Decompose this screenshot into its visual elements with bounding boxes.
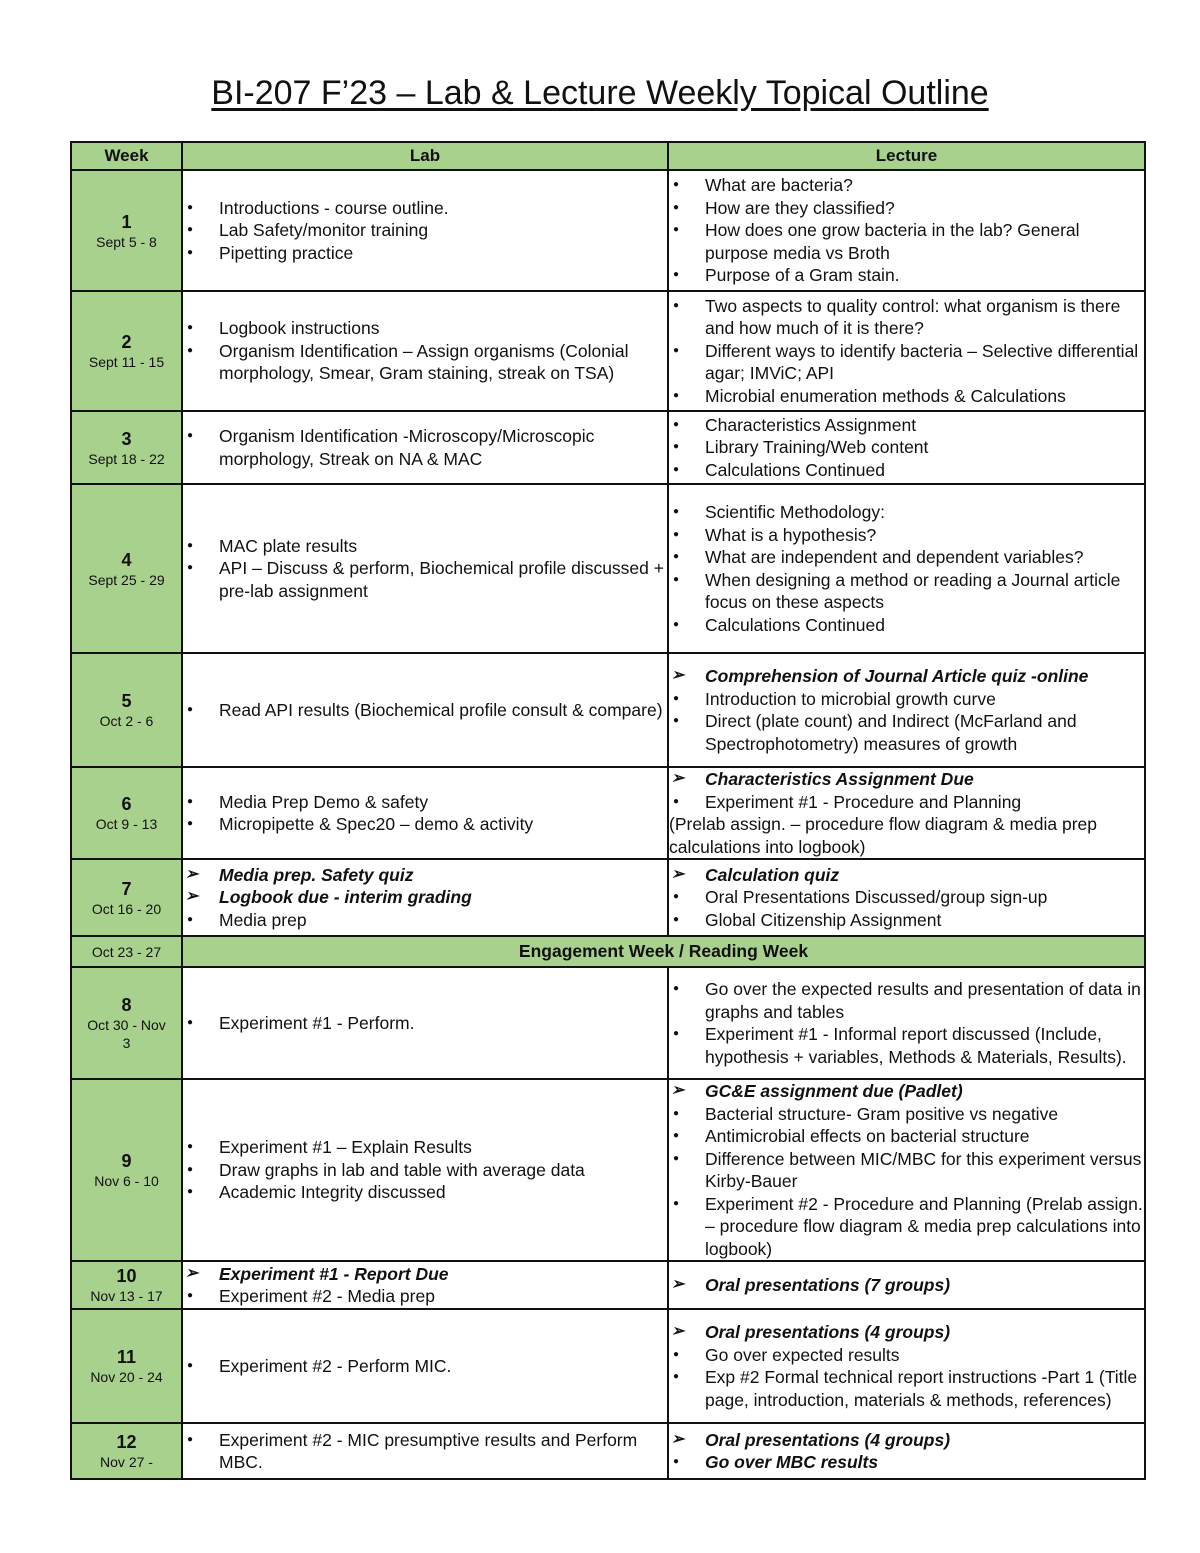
lecture-item: ● Scientific Methodology: bbox=[669, 501, 1144, 524]
lecture-item: ➢ Calculation quiz bbox=[669, 864, 1144, 887]
lecture-cell bbox=[668, 1423, 1145, 1479]
lecture-list bbox=[669, 864, 1144, 932]
lecture-item: ● Library Training/Web content bbox=[669, 436, 1144, 459]
lab-cell bbox=[182, 1423, 668, 1479]
lab-cell bbox=[182, 170, 668, 291]
lab-cell bbox=[182, 1309, 668, 1423]
lab-item: ● Experiment #1 – Explain Results bbox=[183, 1136, 667, 1159]
lecture-item: ● Antimicrobial effects on bacterial structure bbox=[669, 1125, 1144, 1148]
lecture-list bbox=[669, 501, 1144, 636]
lecture-item: ● Two aspects to quality control: what organism is there and how much of it is there? bbox=[669, 295, 1144, 340]
lecture-item: ● Purpose of a Gram stain. bbox=[669, 264, 1144, 287]
week-row bbox=[71, 170, 1145, 291]
week-row bbox=[71, 1423, 1145, 1479]
lab-list bbox=[183, 1263, 667, 1308]
lab-cell bbox=[182, 967, 668, 1079]
lecture-list bbox=[669, 665, 1144, 755]
lab-list bbox=[183, 425, 667, 470]
lecture-item: ● Exp #2 Formal technical report instructions -Part 1 (Title page, introduction, materials & methods, references) bbox=[669, 1366, 1144, 1411]
lecture-item: ● What are bacteria? bbox=[669, 174, 1144, 197]
lecture-item: ● Calculations Continued bbox=[669, 459, 1144, 482]
lab-list bbox=[183, 1355, 667, 1378]
lab-list bbox=[183, 197, 667, 265]
lecture-cell bbox=[668, 767, 1145, 859]
engagement-week-row bbox=[71, 936, 1145, 967]
lecture-cell bbox=[668, 967, 1145, 1079]
week-dates: Oct 2 - 6 bbox=[99, 713, 154, 729]
week-row bbox=[71, 1309, 1145, 1423]
lab-header: Lab bbox=[182, 142, 668, 170]
week-row bbox=[71, 1261, 1145, 1309]
lecture-item: ● Different ways to identify bacteria – Selective differential agar; IMViC; API bbox=[669, 340, 1144, 385]
lecture-list bbox=[669, 1274, 1144, 1297]
lab-item: ● Experiment #1 - Perform. bbox=[183, 1012, 667, 1035]
lab-cell bbox=[182, 291, 668, 411]
week-dates: Nov 13 - 17 bbox=[90, 1288, 163, 1304]
lecture-item: ➢ Oral presentations (7 groups) bbox=[669, 1274, 1144, 1297]
week-cell bbox=[71, 653, 182, 767]
week-number: 10 bbox=[116, 1266, 137, 1286]
lab-cell bbox=[182, 767, 668, 859]
lecture-cell bbox=[668, 859, 1145, 936]
lecture-item: ● Go over MBC results bbox=[669, 1451, 1144, 1474]
week-dates: Oct 23 - 27 bbox=[91, 943, 162, 960]
week-cell bbox=[71, 1423, 182, 1479]
week-number: 11 bbox=[116, 1347, 137, 1367]
lecture-note: (Prelab assign. – procedure flow diagram & media prep calculations into logbook) bbox=[669, 814, 1097, 857]
lab-cell bbox=[182, 1079, 668, 1261]
week-number: 12 bbox=[116, 1432, 137, 1452]
week-number: 9 bbox=[121, 1151, 132, 1171]
week-row bbox=[71, 411, 1145, 484]
week-cell bbox=[71, 767, 182, 859]
lab-list bbox=[183, 317, 667, 385]
lab-item: ➢ Experiment #1 - Report Due bbox=[183, 1263, 667, 1286]
lecture-item: ● Experiment #1 - Procedure and Planning bbox=[669, 791, 1144, 814]
week-cell bbox=[71, 1079, 182, 1261]
week-dates: Sept 18 - 22 bbox=[88, 450, 165, 467]
week-cell bbox=[71, 291, 182, 411]
lab-item: ● API – Discuss & perform, Biochemical profile discussed + pre-lab assignment bbox=[183, 557, 667, 602]
week-row bbox=[71, 967, 1145, 1079]
lab-item: ● Organism Identification -Microscopy/Microscopic morphology, Streak on NA & MAC bbox=[183, 425, 667, 470]
lab-cell bbox=[182, 859, 668, 936]
lecture-item: ● What are independent and dependent variables? bbox=[669, 546, 1144, 569]
lecture-cell bbox=[668, 1261, 1145, 1309]
header-row bbox=[71, 142, 1145, 170]
lecture-item: ➢ Characteristics Assignment Due bbox=[669, 768, 1144, 791]
week-number: 5 bbox=[121, 691, 132, 711]
lab-cell bbox=[182, 484, 668, 653]
lab-item: ● Lab Safety/monitor training bbox=[183, 219, 667, 242]
lecture-item: ● How are they classified? bbox=[669, 197, 1144, 220]
lecture-item: ● Difference between MIC/MBC for this experiment versus Kirby-Bauer bbox=[669, 1148, 1144, 1193]
lecture-item: ● When designing a method or reading a Journal article focus on these aspects bbox=[669, 569, 1144, 614]
lecture-item: ● Go over the expected results and presentation of data in graphs and tables bbox=[669, 978, 1144, 1023]
week-dates: Nov 27 - bbox=[100, 1454, 153, 1470]
outline-table bbox=[70, 141, 1146, 1480]
week-dates: Sept 5 - 8 bbox=[96, 233, 157, 250]
lecture-cell bbox=[668, 484, 1145, 653]
week-dates: Oct 16 - 20 bbox=[91, 900, 162, 917]
week-row bbox=[71, 653, 1145, 767]
week-number: 7 bbox=[121, 878, 132, 899]
engagement-week-label: Engagement Week / Reading Week bbox=[182, 936, 1145, 967]
lecture-item: ● Introduction to microbial growth curve bbox=[669, 688, 1144, 711]
lab-item: ● MAC plate results bbox=[183, 535, 667, 558]
lab-list bbox=[183, 1012, 667, 1035]
week-dates: Nov 20 - 24 bbox=[90, 1369, 163, 1385]
lecture-item: ● Calculations Continued bbox=[669, 614, 1144, 637]
lab-list bbox=[183, 535, 667, 603]
week-number: 6 bbox=[121, 794, 132, 814]
lecture-header: Lecture bbox=[668, 142, 1145, 170]
lab-item: ● Media Prep Demo & safety bbox=[183, 791, 667, 814]
lecture-cell bbox=[668, 653, 1145, 767]
lab-item: ➢ Media prep. Safety quiz bbox=[183, 864, 667, 887]
lab-cell bbox=[182, 1261, 668, 1309]
week-row bbox=[71, 859, 1145, 936]
lecture-list bbox=[669, 1429, 1144, 1474]
week-dates: Oct 9 - 13 bbox=[95, 816, 158, 832]
week-cell bbox=[71, 411, 182, 484]
week-row bbox=[71, 767, 1145, 859]
lab-item: ● Experiment #2 - Perform MIC. bbox=[183, 1355, 667, 1378]
week-number: 4 bbox=[121, 549, 132, 570]
lecture-cell bbox=[668, 291, 1145, 411]
lecture-item: ● Direct (plate count) and Indirect (McFarland and Spectrophotometry) measures of growth bbox=[669, 710, 1144, 755]
lecture-item: ➢ GC&E assignment due (Padlet) bbox=[669, 1080, 1144, 1103]
lab-item: ● Read API results (Biochemical profile consult & compare) bbox=[183, 699, 667, 722]
week-cell bbox=[71, 859, 182, 936]
lecture-item: ● Global Citizenship Assignment bbox=[669, 909, 1144, 932]
lecture-item: ➢ Comprehension of Journal Article quiz -online bbox=[669, 665, 1144, 688]
week-row bbox=[71, 291, 1145, 411]
week-cell bbox=[71, 967, 182, 1079]
lecture-item: ● Experiment #1 - Informal report discussed (Include, hypothesis + variables, Methods & Materials, Results). bbox=[669, 1023, 1144, 1068]
lab-item: ● Pipetting practice bbox=[183, 242, 667, 265]
lab-cell bbox=[182, 411, 668, 484]
lab-item: ➢ Logbook due - interim grading bbox=[183, 886, 667, 909]
week-cell bbox=[71, 1309, 182, 1423]
weeks-body bbox=[71, 170, 1145, 1479]
week-cell bbox=[71, 936, 182, 967]
lecture-item: ➢ Oral presentations (4 groups) bbox=[669, 1429, 1144, 1452]
lab-item: ● Academic Integrity discussed bbox=[183, 1181, 667, 1204]
lab-list bbox=[183, 864, 667, 932]
lab-list bbox=[183, 1429, 667, 1474]
lecture-item: ➢ Oral presentations (4 groups) bbox=[669, 1321, 1144, 1344]
lecture-item: ● Go over expected results bbox=[669, 1344, 1144, 1367]
week-cell bbox=[71, 1261, 182, 1309]
lecture-item: ● Microbial enumeration methods & Calculations bbox=[669, 385, 1144, 408]
lecture-item: ● Bacterial structure- Gram positive vs negative bbox=[669, 1103, 1144, 1126]
week-cell bbox=[71, 170, 182, 291]
lab-cell bbox=[182, 653, 668, 767]
week-number: 1 bbox=[121, 211, 132, 232]
week-dates: Nov 6 - 10 bbox=[94, 1173, 159, 1189]
lecture-item: ● What is a hypothesis? bbox=[669, 524, 1144, 547]
lecture-list bbox=[669, 414, 1144, 482]
lecture-cell bbox=[668, 1309, 1145, 1423]
lecture-list bbox=[669, 1080, 1144, 1260]
lab-item: ● Organism Identification – Assign organisms (Colonial morphology, Smear, Gram staining, streak on TSA) bbox=[183, 340, 667, 385]
week-dates: Sept 25 - 29 bbox=[88, 571, 165, 588]
week-number: 8 bbox=[121, 995, 132, 1015]
lecture-cell bbox=[668, 170, 1145, 291]
lecture-list bbox=[669, 768, 1144, 813]
lab-list bbox=[183, 791, 667, 836]
week-row bbox=[71, 1079, 1145, 1261]
lab-item: ● Introductions - course outline. bbox=[183, 197, 667, 220]
week-dates: Sept 11 - 15 bbox=[88, 354, 165, 370]
lab-item: ● Logbook instructions bbox=[183, 317, 667, 340]
lab-item: ● Media prep bbox=[183, 909, 667, 932]
page-title: BI-207 F’23 – Lab & Lecture Weekly Topical Outline bbox=[211, 74, 989, 112]
lecture-item: ● Experiment #2 - Procedure and Planning (Prelab assign. – procedure flow diagram & media prep calculations into logbook) bbox=[669, 1193, 1144, 1261]
lecture-cell bbox=[668, 1079, 1145, 1261]
lab-item: ● Draw graphs in lab and table with average data bbox=[183, 1159, 667, 1182]
week-number: 3 bbox=[121, 428, 132, 449]
lecture-item: ● Characteristics Assignment bbox=[669, 414, 1144, 437]
week-number: 2 bbox=[121, 332, 132, 352]
lab-list bbox=[183, 1136, 667, 1204]
week-cell bbox=[71, 484, 182, 653]
lab-item: ● Experiment #2 - MIC presumptive results and Perform MBC. bbox=[183, 1429, 667, 1474]
lab-list bbox=[183, 699, 667, 722]
lecture-list bbox=[669, 1321, 1144, 1411]
week-dates: Oct 30 - Nov 3 bbox=[87, 1017, 166, 1051]
lecture-item: ● Oral Presentations Discussed/group sign-up bbox=[669, 886, 1144, 909]
lab-item: ● Micropipette & Spec20 – demo & activity bbox=[183, 813, 667, 836]
lecture-list bbox=[669, 295, 1144, 408]
lecture-list bbox=[669, 978, 1144, 1068]
lecture-cell bbox=[668, 411, 1145, 484]
week-row bbox=[71, 484, 1145, 653]
lab-item: ● Experiment #2 - Media prep bbox=[183, 1285, 667, 1308]
week-header: Week bbox=[71, 142, 182, 170]
lecture-item: ● How does one grow bacteria in the lab? General purpose media vs Broth bbox=[669, 219, 1144, 264]
lecture-list bbox=[669, 174, 1144, 287]
